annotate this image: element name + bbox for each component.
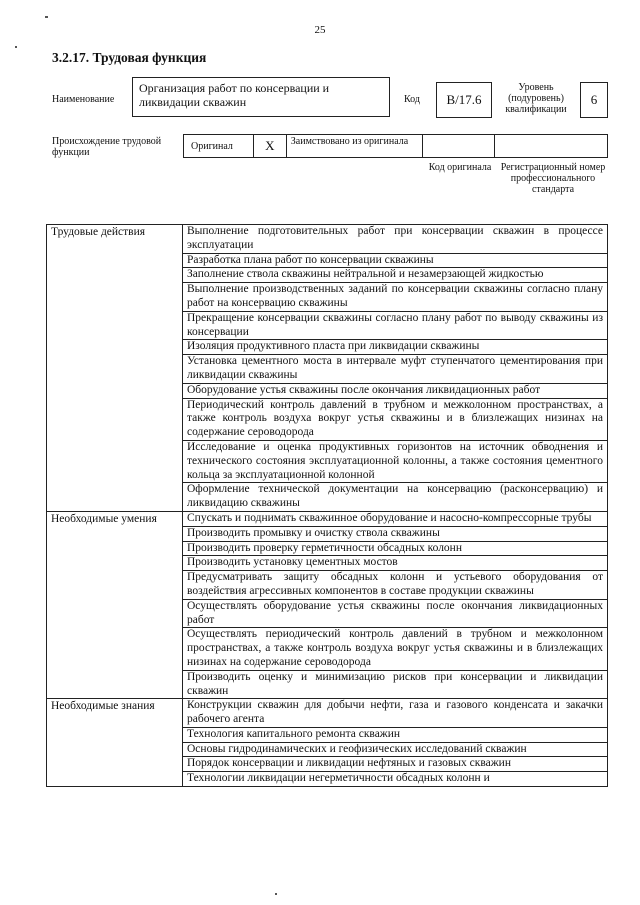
section-title: 3.2.17. Трудовая функция	[52, 50, 207, 65]
origin-row	[183, 134, 608, 158]
section-item: Технология капитального ремонта скважин	[183, 727, 608, 742]
competence-table	[46, 224, 608, 787]
level-label: Уровень (подуровень) квалификации	[505, 82, 567, 115]
table-row	[47, 699, 608, 728]
name-label: Наименование	[52, 94, 115, 105]
section-item: Производить установку цементных мостов	[183, 556, 608, 571]
section-item: Оформление технической документации на консервацию (расконсервацию) и ликвидацию скважины	[183, 483, 608, 512]
section-item: Порядок консервации и ликвидации нефтяных и газовых скважин	[183, 757, 608, 772]
reg-number-cell	[495, 135, 608, 157]
borrowed-label: Заимствовано из оригинала	[287, 135, 424, 157]
section-title-cell: Трудовые действия	[47, 225, 183, 512]
scan-speck	[45, 16, 48, 18]
original-mark: X	[254, 135, 287, 157]
reg-number-caption: Регистрационный номер профессионального стандарта	[500, 162, 606, 195]
scan-speck	[15, 46, 17, 48]
section-item: Прекращение консервации скважины согласно плану работ по выводу скважины из консервации	[183, 311, 608, 340]
table-row	[47, 225, 608, 254]
section-item: Технологии ликвидации негерметичности обсадных колонн и	[183, 772, 608, 787]
section-item: Предусматривать защиту обсадных колонн и устьевого оборудования от воздействия агрессивных компонентов в составе продукции скважины	[183, 571, 608, 600]
code-original-cell	[423, 135, 495, 157]
section-item: Основы гидродинамических и геофизических исследований скважин	[183, 742, 608, 757]
section-title-cell: Необходимые знания	[47, 699, 183, 787]
section-item: Осуществлять периодический контроль давлений в трубном и межколонном пространствах, а также контроль воздуха вокруг устья скважины и в близлежащих низинах на содержание сероводорода	[183, 628, 608, 670]
level-value: 6	[580, 82, 608, 118]
section-item: Конструкции скважин для добычи нефти, газа и газового конденсата и закачки рабочего агента	[183, 699, 608, 728]
code-label: Код	[404, 94, 420, 105]
section-item: Изоляция продуктивного пласта при ликвидации скважины	[183, 340, 608, 355]
section-item: Осуществлять оборудование устья скважины после окончания ликвидационных работ	[183, 599, 608, 628]
section-item: Периодический контроль давлений в трубном и межколонном пространствах, а также контроль воздуха вокруг устья скважины и в близлежащих низинах на содержание сероводорода	[183, 398, 608, 440]
section-title-cell: Необходимые умения	[47, 511, 183, 698]
section-item: Производить оценку и минимизацию рисков при консервации и ликвидации скважин	[183, 670, 608, 699]
page-number: 25	[314, 24, 326, 36]
section-item: Оборудование устья скважины после окончания ликвидационных работ	[183, 383, 608, 398]
section-item: Спускать и поднимать скважинное оборудование и насосно-компрессорные трубы	[183, 511, 608, 526]
name-value: Организация работ по консервации и ликвидации скважин	[132, 77, 390, 117]
origin-label: Происхождение трудовой функции	[52, 136, 162, 158]
code-original-caption: Код оригинала	[428, 162, 492, 173]
section-item: Установка цементного моста в интервале муфт ступенчатого цементирования при ликвидации скважины	[183, 355, 608, 384]
section-item: Разработка плана работ по консервации скважины	[183, 253, 608, 268]
section-item: Выполнение подготовительных работ при консервации скважин в процессе эксплуатации	[183, 225, 608, 254]
table-row	[47, 511, 608, 526]
code-value: В/17.6	[436, 82, 492, 118]
section-item: Исследование и оценка продуктивных горизонтов на источник обводнения и технического состояния эксплуатационной колонны, а также состояния цементного кольца за эксплуатационной колонной	[183, 440, 608, 482]
section-item: Выполнение производственных заданий по консервации скважины согласно плану работ на консервацию скважины	[183, 283, 608, 312]
scan-speck	[275, 893, 277, 895]
section-item: Заполнение ствола скважины нейтральной и незамерзающей жидкостью	[183, 268, 608, 283]
original-label: Оригинал	[184, 135, 254, 157]
section-item: Производить промывку и очистку ствола скважины	[183, 526, 608, 541]
section-item: Производить проверку герметичности обсадных колонн	[183, 541, 608, 556]
